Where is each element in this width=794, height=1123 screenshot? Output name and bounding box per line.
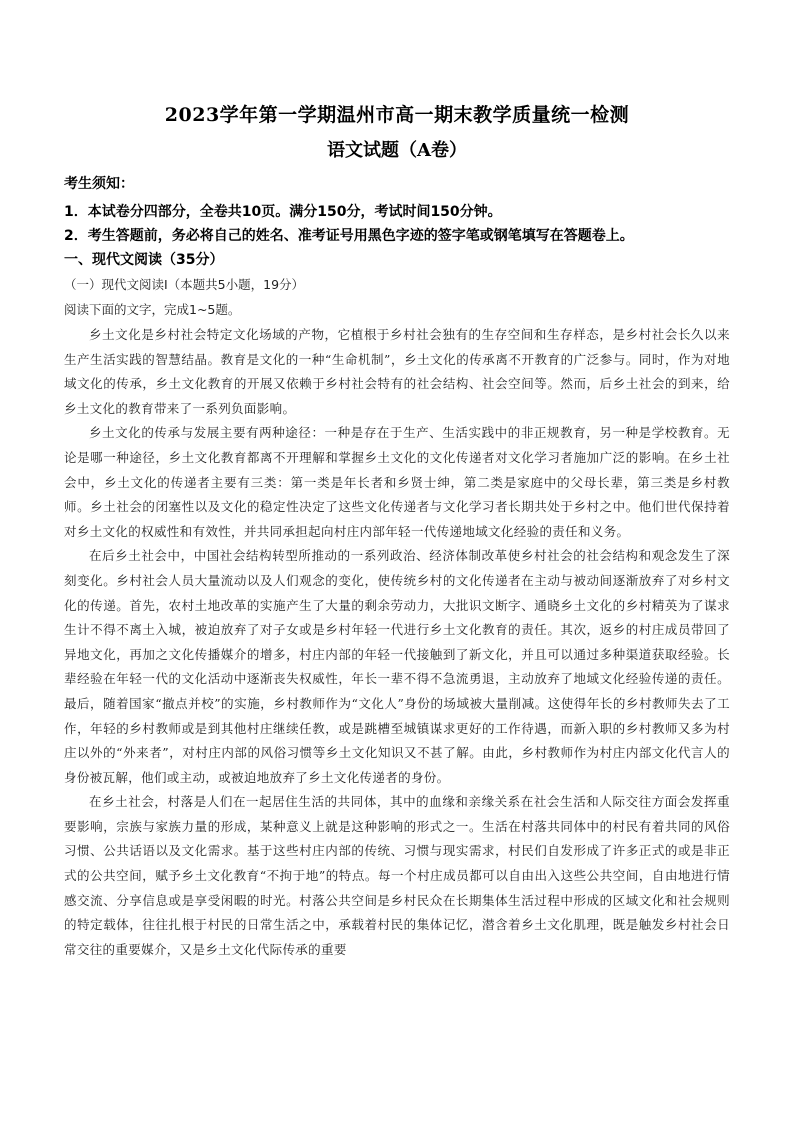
part-heading: （一）现代文阅读Ⅰ（本题共5小题，19分） bbox=[64, 277, 305, 292]
passage-paragraph: 在后乡土社会中，中国社会结构转型所推动的一系列政治、经济体制改革使乡村社会的社会结构和观念发生了深刻变化。乡村社会人员大量流动以及人们观念的变化，使传统乡村的文化传递者在主动与被动间逐渐放弃了对乡村文化的传递。首先，农村土地改革的实施产生了大量的剩余劳动力，大批识文断字、通晓乡土文化的乡村精英为了谋求生计不得不离土入城，被迫放弃了对子女或是乡村年轻一代进行乡土文化教育的责任。其次，返乡的村庄成员带回了异地文化，再加之文化传播媒介的增多，村庄内部的年轻一代接触到了新文化，并且可以通过多种渠道获取经验。长辈经验在年轻一代的文化活动中逐渐丧失权威性，年长一辈不得不急流勇退，主动放弃了地域文化经验传递的责任。最后，随着国家“撤点并校”的实施，乡村教师作为“文化人”身份的场域被大量削减。这使得年长的乡村教师失去了工作，年轻的乡村教师或是到其他村庄继续任教，或是跳槽至城镇谋求更好的工作待遇，而新入职的乡村教师又多为村庄以外的“外来者”，对村庄内部的风俗习惯等乡土文化知识又不甚了解。由此，乡村教师作为村庄内部文化代言人的身份被瓦解，他们或主动，或被迫地放弃了乡土文化传递者的身份。 bbox=[64, 548, 730, 785]
exam-title: 2023学年第一学期温州市高一期末教学质量统一检测 bbox=[164, 104, 630, 126]
notice-item: 1．本试卷分四部分，全卷共10页。满分150分，考试时间150分钟。 bbox=[64, 204, 502, 220]
reading-passage bbox=[64, 323, 730, 962]
notice-heading: 考生须知： bbox=[64, 176, 134, 192]
section-heading: 一、现代文阅读（35分） bbox=[64, 252, 224, 268]
passage-paragraph: 乡土文化的传承与发展主要有两种途径：一种是存在于生产、生活实践中的非正规教育，另一种是学校教育。无论是哪一种途径，乡土文化教育都离不开理解和掌握乡土文化的文化传递者对文化学习者施加广泛的影响。在乡土社会中，乡土文化的传递者主要有三类：第一类是年长者和乡贤士绅，第二类是家庭中的父母长辈，第三类是乡村教师。乡土社会的闭塞性以及文化的稳定性决定了这些文化传递者与文化学习者长期共处于乡村之中。他们世代保持着对乡土文化的权威性和有效性，并共同承担起向村庄内部年轻一代传递地域文化经验的责任和义务。 bbox=[64, 425, 730, 539]
notice-item: 2．考生答题前，务必将自己的姓名、准考证号用黑色字迹的签字笔或钢笔填写在答题卷上。 bbox=[64, 228, 634, 244]
passage-paragraph: 乡土文化是乡村社会特定文化场域的产物，它植根于乡村社会独有的生存空间和生存样态，是乡村社会长久以来生产生活实践的智慧结晶。教育是文化的一种“生命机制”，乡土文化的传承离不开教育的广泛参与。同时，作为对地域文化的传承，乡土文化教育的开展又依赖于乡村社会特有的社会结构、社会空间等。然而，后乡土社会的到来，给乡土文化的教育带来了一系列负面影响。 bbox=[64, 327, 730, 416]
exam-subtitle: 语文试题（A卷） bbox=[327, 140, 467, 161]
reading-instruction: 阅读下面的文字，完成1~5题。 bbox=[64, 302, 241, 317]
passage-paragraph: 在乡土社会，村落是人们在一起居住生活的共同体，其中的血缘和亲缘关系在社会生活和人际交往方面会发挥重要影响，宗族与家族力量的形成，某种意义上就是这种影响的形式之一。生活在村落共同体中的村民有着共同的风俗习惯、公共话语以及文化需求。基于这些村庄内部的传统、习惯与现实需求，村民们自发形成了许多正式的或是非正式的公共空间，赋予乡土文化教育“不拘于地”的特点。每一个村庄成员都可以自由出入这些公共空间，自由地进行情感交流、分享信息或是享受闲暇的时光。村落公共空间是乡村民众在长期集体生活过程中形成的区域文化和社会规则的特定载体，往往扎根于村民的日常生活之中，承载着村民的集体记忆，潜含着乡土文化肌理，既是触发乡村社会日常交往的重要媒介，又是乡土文化代际传承的重要 bbox=[64, 794, 730, 957]
